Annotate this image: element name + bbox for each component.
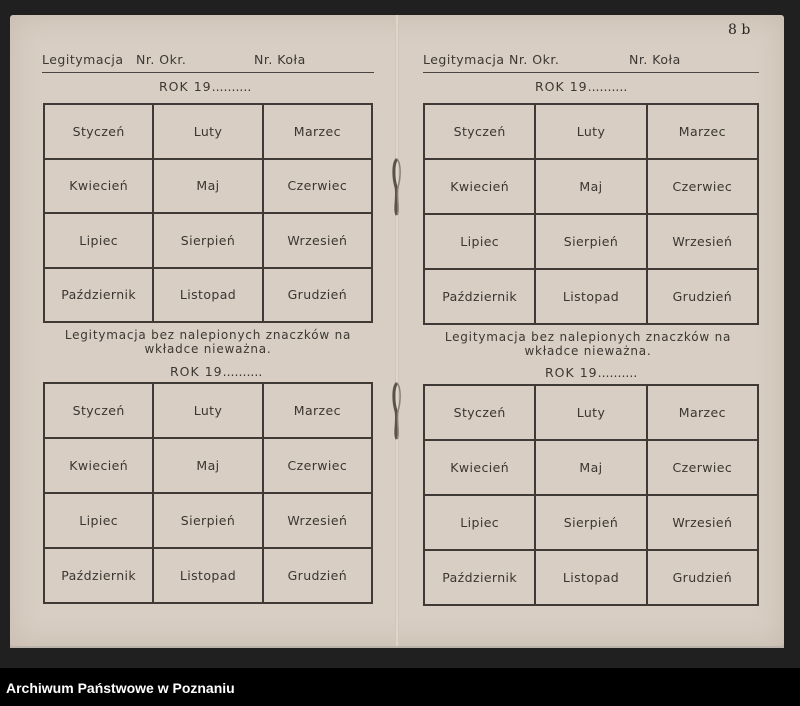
rok-label	[170, 364, 262, 379]
month-cell: Grudzień	[264, 269, 371, 322]
month-cell: Lipiec	[425, 215, 534, 268]
header-line-left	[42, 52, 374, 73]
month-cell: Czerwiec	[264, 160, 371, 213]
month-cell: Listopad	[154, 549, 261, 602]
month-cell: Lipiec	[45, 494, 152, 547]
month-cell: Styczeń	[45, 384, 152, 437]
rok-dots: ..........	[222, 364, 263, 379]
rok-text: ROK 19	[159, 79, 212, 94]
month-cell: Maj	[154, 160, 261, 213]
month-cell: Grudzień	[648, 270, 757, 323]
validity-note-right	[423, 330, 753, 358]
month-cell: Kwiecień	[425, 441, 534, 494]
note-line-2: wkładce nieważna.	[524, 344, 652, 358]
month-cell: Marzec	[648, 105, 757, 158]
month-cell: Listopad	[536, 270, 645, 323]
month-cell: Luty	[154, 105, 261, 158]
month-cell: Luty	[536, 386, 645, 439]
month-cell: Kwiecień	[45, 439, 152, 492]
note-line-1: Legitymacja bez nalepionych znaczków na	[444, 330, 732, 344]
header-line-right	[423, 52, 759, 73]
rok-text: ROK 19	[535, 79, 588, 94]
month-cell: Luty	[536, 105, 645, 158]
month-cell: Wrzesień	[648, 215, 757, 268]
month-cell: Czerwiec	[648, 160, 757, 213]
month-cell: Listopad	[154, 269, 261, 322]
month-cell: Maj	[536, 160, 645, 213]
month-cell: Czerwiec	[264, 439, 371, 492]
membership-card	[10, 15, 784, 646]
month-cell: Marzec	[264, 105, 371, 158]
month-cell: Styczeń	[425, 105, 534, 158]
month-cell: Grudzień	[264, 549, 371, 602]
month-grid-left-top	[43, 103, 373, 323]
month-cell: Maj	[154, 439, 261, 492]
month-grid-right-bottom	[423, 384, 759, 606]
validity-note-left	[43, 328, 373, 356]
month-cell: Listopad	[536, 551, 645, 604]
rok-dots: ..........	[211, 79, 252, 94]
okr-label: Nr. Okr.	[136, 52, 187, 67]
rok-label	[159, 79, 251, 94]
month-cell: Marzec	[648, 386, 757, 439]
archive-credit: Archiwum Państwowe w Poznaniu	[6, 680, 235, 696]
month-cell: Maj	[536, 441, 645, 494]
month-cell: Październik	[425, 551, 534, 604]
kola-label: Nr. Koła	[254, 52, 306, 67]
kola-label: Nr. Koła	[629, 52, 681, 67]
rok-dots: ..........	[597, 365, 638, 380]
month-cell: Kwiecień	[45, 160, 152, 213]
month-cell: Sierpień	[154, 214, 261, 267]
rok-label	[535, 79, 627, 94]
month-cell: Lipiec	[45, 214, 152, 267]
month-cell: Sierpień	[536, 215, 645, 268]
month-cell: Styczeń	[425, 386, 534, 439]
month-cell: Wrzesień	[264, 494, 371, 547]
rok-dots: ..........	[587, 79, 628, 94]
right-page	[397, 15, 784, 646]
month-grid-left-bottom	[43, 382, 373, 604]
okr-label: Nr. Okr.	[509, 52, 560, 67]
month-cell: Październik	[45, 549, 152, 602]
note-line-1: Legitymacja bez nalepionych znaczków na	[64, 328, 352, 342]
page-number: 8 b	[728, 22, 751, 38]
legitymacja-label: Legitymacja	[423, 52, 505, 67]
left-page	[10, 15, 397, 646]
month-cell: Październik	[45, 269, 152, 322]
month-cell: Sierpień	[154, 494, 261, 547]
month-cell: Grudzień	[648, 551, 757, 604]
month-cell: Kwiecień	[425, 160, 534, 213]
rok-text: ROK 19	[545, 365, 598, 380]
month-cell: Sierpień	[536, 496, 645, 549]
month-cell: Październik	[425, 270, 534, 323]
month-cell: Czerwiec	[648, 441, 757, 494]
month-cell: Marzec	[264, 384, 371, 437]
rok-text: ROK 19	[170, 364, 223, 379]
note-line-2: wkładce nieważna.	[144, 342, 272, 356]
month-grid-right-top	[423, 103, 759, 325]
rok-label	[545, 365, 637, 380]
month-cell: Styczeń	[45, 105, 152, 158]
month-cell: Lipiec	[425, 496, 534, 549]
month-cell: Wrzesień	[264, 214, 371, 267]
legitymacja-label: Legitymacja	[42, 52, 124, 67]
month-cell: Wrzesień	[648, 496, 757, 549]
month-cell: Luty	[154, 384, 261, 437]
